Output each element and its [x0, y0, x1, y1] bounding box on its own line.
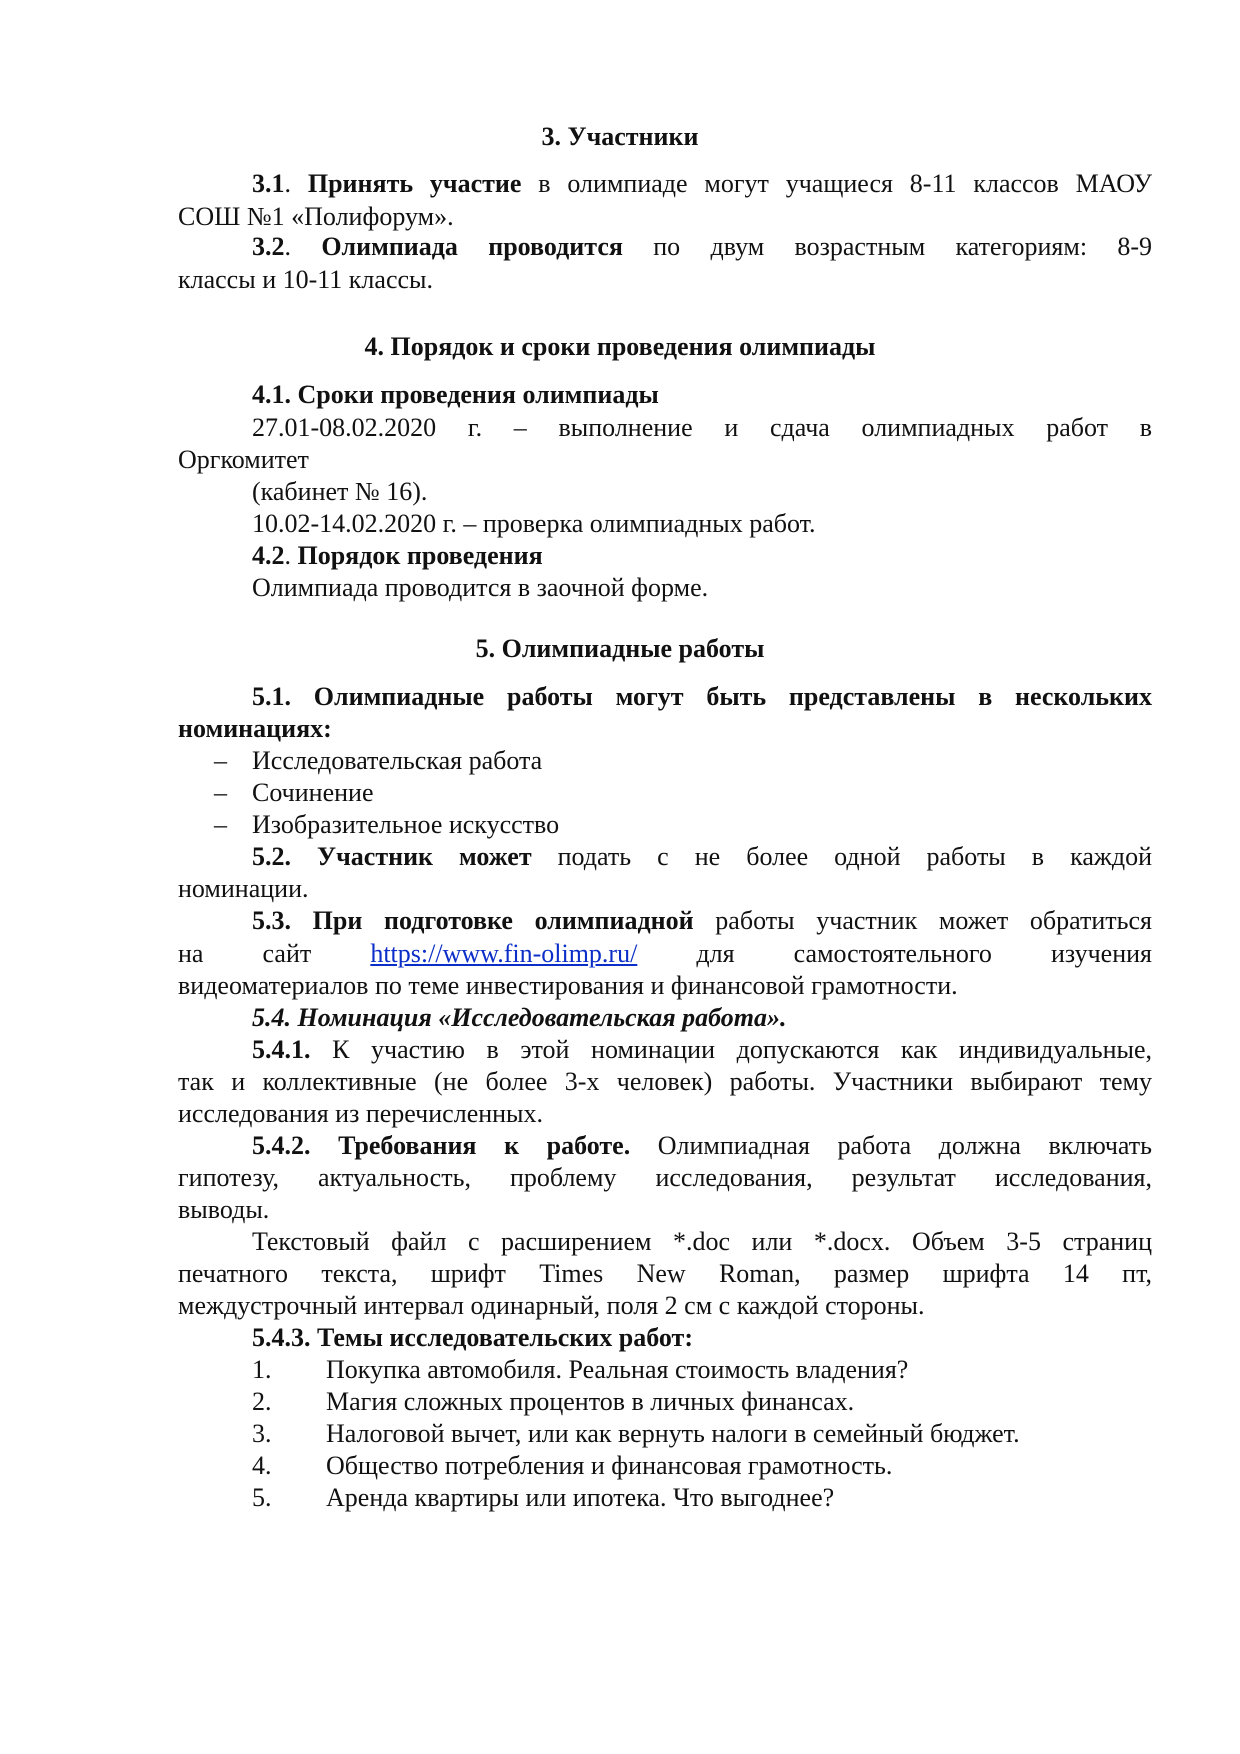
topic-item: Покупка автомобиля. Реальная стоимость владения? — [326, 1355, 909, 1384]
topic-number: 4. — [252, 1451, 272, 1480]
nomination-research-title: 5.4. Номинация «Исследовательская работа». — [252, 1003, 787, 1032]
dates-line-1-cont: Оргкомитет — [178, 445, 309, 474]
paragraph-5-1: 5.1. Олимпиадные работы могут быть представлены в нескольких — [252, 682, 1152, 711]
bold-phrase: Принять участие — [307, 169, 522, 198]
fin-olimp-link[interactable]: https://www.fin-olimp.ru/ — [370, 939, 638, 968]
topic-number: 3. — [252, 1419, 272, 1448]
paragraph-3-2: 3.2. Олимпиада проводится по двум возрастным категориям: 8-9 — [252, 232, 1152, 261]
dash-bullet: – — [214, 810, 227, 839]
section-4-heading: 4. Порядок и сроки проведения олимпиады — [364, 332, 876, 361]
paragraph-5-4-2-line-3: выводы. — [178, 1195, 270, 1224]
paragraph-3-2-cont: классы и 10-11 классы. — [178, 265, 433, 294]
nomination-item: Изобразительное искусство — [252, 810, 560, 839]
clause-number: 3.2 — [252, 232, 285, 261]
subsection-4-2-title: 4.2. Порядок проведения — [252, 541, 543, 570]
room-line: (кабинет № 16). — [252, 477, 428, 506]
dates-line-1: 27.01-08.02.2020 г. – выполнение и сдача олимпиадных работ в — [252, 413, 1152, 442]
nomination-item: Исследовательская работа — [252, 746, 543, 775]
file-requirements-line-3: междустрочный интервал одинарный, поля 2 см с каждой стороны. — [178, 1291, 925, 1320]
subsection-4-1-title: 4.1. Сроки проведения олимпиады — [252, 380, 659, 409]
paragraph-5-4-2-line-2: гипотезу, актуальность, проблему исследования, результат исследования, — [178, 1163, 1152, 1192]
file-requirements-line-2: печатного текста, шрифт Times New Roman, размер шрифта 14 пт, — [178, 1259, 1152, 1288]
dash-bullet: – — [214, 778, 227, 807]
clause-number: 3.1 — [252, 169, 285, 198]
section-5-heading: 5. Олимпиадные работы — [475, 634, 765, 663]
topic-number: 5. — [252, 1483, 272, 1512]
topic-item: Общество потребления и финансовая грамотность. — [326, 1451, 893, 1480]
paragraph-5-4-1: 5.4.1. К участию в этой номинации допускаются как индивидуальные, — [252, 1035, 1152, 1064]
paragraph-5-1-cont: номинациях: — [178, 714, 332, 743]
topic-number: 2. — [252, 1387, 272, 1416]
research-topics-title: 5.4.3. Темы исследовательских работ: — [252, 1323, 693, 1352]
paragraph-3-1-cont: СОШ №1 «Полифорум». — [178, 202, 454, 231]
dates-line-2: 10.02-14.02.2020 г. – проверка олимпиадных работ. — [252, 509, 816, 538]
topic-item: Магия сложных процентов в личных финансах. — [326, 1387, 855, 1416]
topic-item: Аренда квартиры или ипотека. Что выгоднее? — [326, 1483, 835, 1512]
paragraph-5-4-1-line-3: исследования из перечисленных. — [178, 1099, 544, 1128]
paragraph-5-2-cont: номинации. — [178, 874, 309, 903]
paragraph-5-3: 5.3. При подготовке олимпиадной работы участник может обратиться — [252, 906, 1153, 935]
paragraph-3-1: 3.1. Принять участие в олимпиаде могут учащиеся 8-11 классов МАОУ — [252, 169, 1153, 198]
paragraph-5-4-2: 5.4.2. Требования к работе. Олимпиадная работа должна включать — [252, 1131, 1153, 1160]
paragraph-5-2: 5.2. Участник может подать с не более одной работы в каждой — [252, 842, 1152, 871]
clause-text: в олимпиаде могут учащиеся 8-11 классов МАОУ — [521, 169, 1153, 198]
form-text: Олимпиада проводится в заочной форме. — [252, 573, 709, 602]
paragraph-5-3-line-3: видеоматериалов по теме инвестирования и финансовой грамотности. — [178, 971, 958, 1000]
file-requirements-line-1: Текстовый файл с расширением *.doc или *.docx. Объем 3-5 страниц — [252, 1227, 1152, 1256]
topic-item: Налоговой вычет, или как вернуть налоги в семейный бюджет. — [326, 1419, 1020, 1448]
paragraph-5-3-line-2: на сайт https://www.fin-olimp.ru/ для самостоятельного изучения — [178, 939, 1152, 968]
dash-bullet: – — [214, 746, 227, 775]
topic-number: 1. — [252, 1355, 272, 1384]
section-3-heading: 3. Участники — [541, 122, 699, 151]
bold-phrase: Олимпиада проводится — [321, 232, 623, 261]
nomination-item: Сочинение — [252, 778, 374, 807]
paragraph-5-4-1-line-2: так и коллективные (не более 3-х человек) работы. Участники выбирают тему — [178, 1067, 1152, 1096]
clause-text: по двум возрастным категориям: 8-9 — [622, 232, 1152, 261]
